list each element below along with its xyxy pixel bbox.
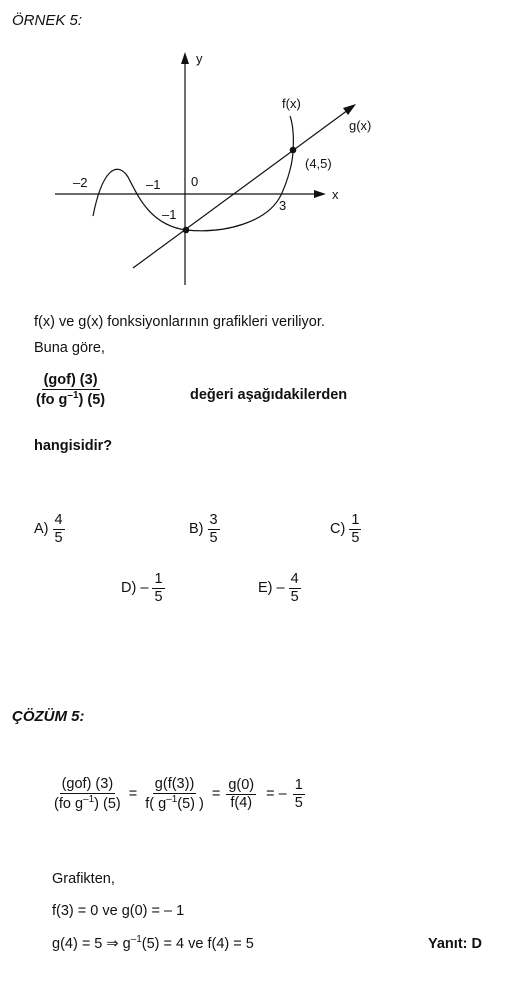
y-axis-label: y (196, 51, 203, 66)
solution-equation (52, 776, 305, 812)
problem-text-line1: f(x) ve g(x) fonksiyonlarının grafikleri veriliyor. (34, 314, 325, 330)
solution-heading: ÇÖZÜM 5: (12, 708, 85, 725)
equals-2: = (211, 786, 221, 803)
problem-fraction-num: (gof) (3) (43, 372, 98, 388)
equals-3: = – (266, 786, 287, 803)
tick-minus1: –1 (146, 177, 161, 192)
question-text-2: hangisidir? (34, 438, 113, 454)
solution-line2: f(3) = 0 ve g(0) = – 1 (52, 903, 185, 919)
g-label: g(x) (349, 118, 372, 133)
function-graph (0, 0, 528, 300)
f-label: f(x) (282, 96, 301, 111)
x-axis-arrow (314, 190, 326, 198)
solution-line1: Grafikten, (52, 871, 115, 887)
example-heading: ÖRNEK 5: (12, 12, 83, 29)
point-0-minus1 (183, 227, 190, 234)
tick-y-minus1: –1 (162, 207, 177, 222)
x-axis-label: x (332, 187, 339, 202)
y-axis-arrow (181, 52, 189, 64)
problem-fraction (34, 372, 107, 408)
g-line (133, 110, 348, 268)
option-e: E) – $\frac{4}{5}$ (258, 571, 299, 605)
solution-frac-3: $\frac{g(0)}{f(4)}$ (228, 776, 255, 811)
point-4-5-label: (4,5) (305, 156, 332, 171)
solution-frac-1: $\frac{\text{(gof) (3)}}{(fo g^{-1}) (5)}$ (54, 776, 121, 812)
question-text-1: değeri aşağıdakilerden (190, 387, 348, 403)
equals-1: = (128, 786, 138, 803)
problem-text-line2: Buna göre, (34, 340, 105, 356)
origin-label: 0 (191, 174, 199, 189)
solution-frac-2: $\frac{g(f(3))}{f( g^{-1}(5) )}$ (145, 776, 204, 812)
g-line-arrow (343, 104, 356, 115)
answer: Yanıt: D (428, 936, 482, 952)
option-b: B) $\frac{3}{5}$ (189, 512, 218, 546)
tick-minus2: –2 (73, 175, 88, 190)
option-d: D) – $\frac{1}{5}$ (121, 571, 163, 605)
option-a: A) $\frac{4}{5}$ (34, 512, 63, 546)
problem-fraction-den: (fo $g^{-1}$) (5) (36, 389, 106, 408)
option-c: C) $\frac{1}{5}$ (330, 512, 360, 546)
point-4-5 (290, 147, 297, 154)
solution-frac-4: $\frac{1}{5}$ (294, 776, 303, 811)
tick-3: 3 (279, 198, 287, 213)
solution-line3: g(4) = 5 ⇒ $g^{-1}(5) = 4$ ve f(4) = 5 (52, 934, 254, 952)
